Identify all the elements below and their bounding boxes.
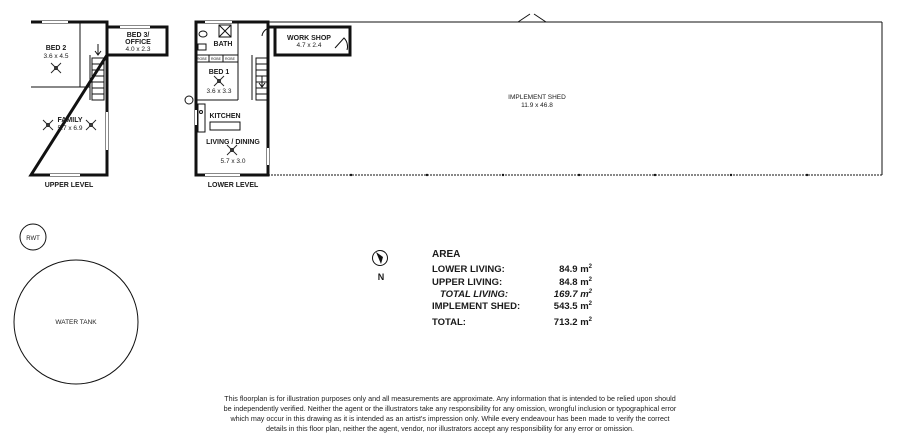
workshop-dimensions: 4.7 x 2.4 — [296, 42, 322, 49]
bed3-label: BED 3/ — [126, 32, 150, 39]
ceiling-fan-icon — [86, 120, 96, 130]
area-row-label: LOWER LIVING: — [432, 264, 505, 275]
living-label: LIVING / DINING — [206, 139, 260, 146]
ceiling-fan-icon — [227, 145, 237, 155]
bath-label: BATH — [213, 41, 233, 48]
bed2-label: BED 2 — [45, 45, 67, 52]
area-row-value: 84.8 $m^2$ — [559, 277, 592, 288]
family-dimensions: 5.7 x 6.9 — [57, 125, 83, 132]
workshop-label: WORK SHOP — [287, 35, 331, 42]
robe-label: ROBE — [211, 57, 221, 61]
upper-level-label: UPPER LEVEL — [44, 182, 94, 189]
bed3-label-line2: OFFICE — [125, 39, 151, 46]
area-total-label: TOTAL: — [432, 317, 466, 328]
rwt-label: RWT — [26, 236, 40, 242]
area-row-label: IMPLEMENT SHED: — [432, 301, 521, 312]
bed3-dimensions: 4.0 x 2.3 — [125, 46, 151, 53]
water-tank-label: WATER TANK — [55, 319, 97, 326]
disclaimer-text: This floorplan is for illustration purposes only and all measurements are approximate. Any information that is intended to be relied upon should be independently verified. Neither the agent or the illustrators take any responsibility for any omission, wrongful inclusion or typographical error which may occur in this drawing as it is intended as an artist's impression only. While every endeavour has been made to verify the correct details in this floor plan, neither the agent, vendor, nor illustrators accept any responsibility for any error or omission. — [223, 394, 677, 433]
water-tank — [14, 260, 138, 384]
rainwater-tank — [20, 224, 46, 250]
area-row-label: UPPER LIVING: — [432, 277, 503, 288]
area-table — [432, 249, 593, 328]
ceiling-fan-icon — [214, 76, 224, 86]
area-row-value: 84.9 $m^2$ — [559, 264, 592, 275]
kitchen-label: KITCHEN — [209, 113, 241, 120]
lower-stairs — [256, 58, 268, 100]
shed-dimensions: 11.9 x 46.8 — [521, 102, 553, 109]
bed1-dimensions: 3.6 x 3.3 — [206, 88, 232, 95]
area-total-value: 713.2 $m^2$ — [553, 317, 592, 328]
area-heading: AREA — [432, 249, 461, 260]
area-row-label: TOTAL LIVING: — [440, 289, 509, 300]
bed2-dimensions: 3.6 x 4.5 — [43, 53, 69, 60]
area-row-value: 169.7 $m^2$ — [553, 289, 592, 300]
family-label: FAMILY — [57, 117, 83, 124]
implement-shed-plan — [268, 14, 882, 176]
ceiling-fan-icon — [51, 63, 61, 73]
upper-level-plan — [31, 22, 167, 189]
lower-level-label: LOWER LEVEL — [207, 182, 259, 189]
ceiling-fan-icon — [43, 120, 53, 130]
lower-level-plan — [185, 22, 350, 189]
north-arrow-icon — [373, 251, 388, 283]
bed1-label: BED 1 — [208, 69, 230, 76]
shed-label: IMPLEMENT SHED — [508, 94, 566, 101]
meter-icon — [185, 96, 193, 104]
robe-label: ROBE — [197, 57, 207, 61]
living-dimensions: 5.7 x 3.0 — [220, 158, 246, 165]
north-label: N — [377, 272, 385, 282]
robe-label: ROBE — [225, 57, 235, 61]
area-row-value: 543.5 $m^2$ — [553, 301, 592, 312]
